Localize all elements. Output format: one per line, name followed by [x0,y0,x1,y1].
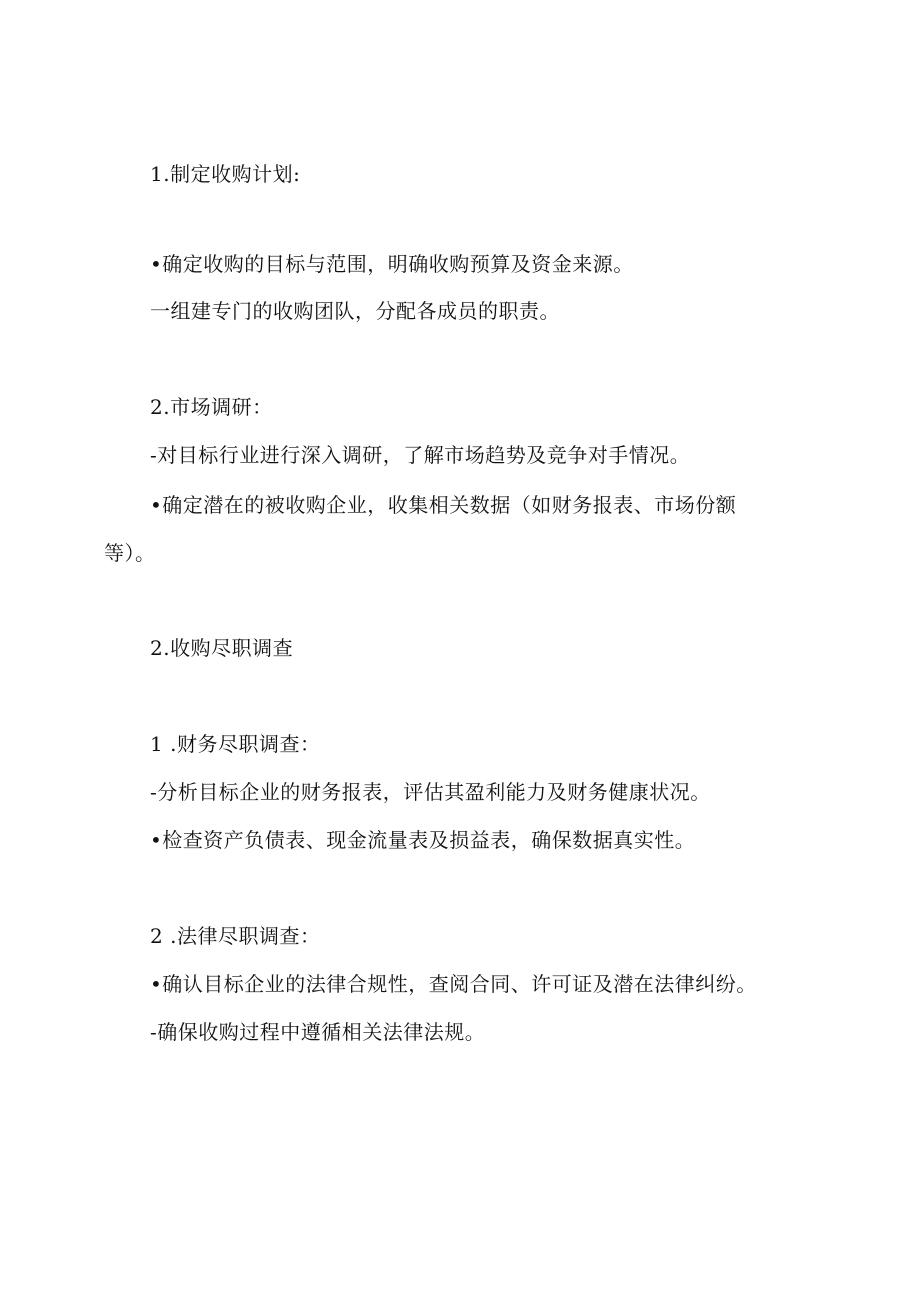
section-heading-research: 2.市场调研： [150,395,273,419]
bullet-item: •确定潜在的被收购企业，收集相关数据（如财务报表、市场份额 [150,493,737,517]
bullet-item: •确定收购的目标与范围，明确收购预算及资金来源。 [150,252,634,276]
chapter-heading-due-diligence: 2.收购尽职调查 [150,636,294,660]
bullet-item: -对目标行业进行深入调研，了解市场趋势及竞争对手情况。 [150,443,691,467]
section-heading-financial: 1 .财务尽职调查： [150,732,321,756]
bullet-item: •检查资产负债表、现金流量表及损益表，确保数据真实性。 [150,828,696,852]
section-heading-plan: 1.制定收购计划: [150,162,301,186]
section-heading-legal: 2 .法律尽职调查： [150,924,321,948]
bullet-item-continuation: 等）。 [104,541,156,565]
bullet-item: •确认目标企业的法律合规性，查阅合同、许可证及潜在法律纠纷。 [150,972,757,996]
bullet-item: -确保收购过程中遵循相关法律法规。 [150,1020,486,1044]
bullet-item: -分析目标企业的财务报表，评估其盈利能力及财务健康状况。 [150,780,711,804]
bullet-item: 一组建专门的收购团队，分配各成员的职责。 [150,299,560,323]
